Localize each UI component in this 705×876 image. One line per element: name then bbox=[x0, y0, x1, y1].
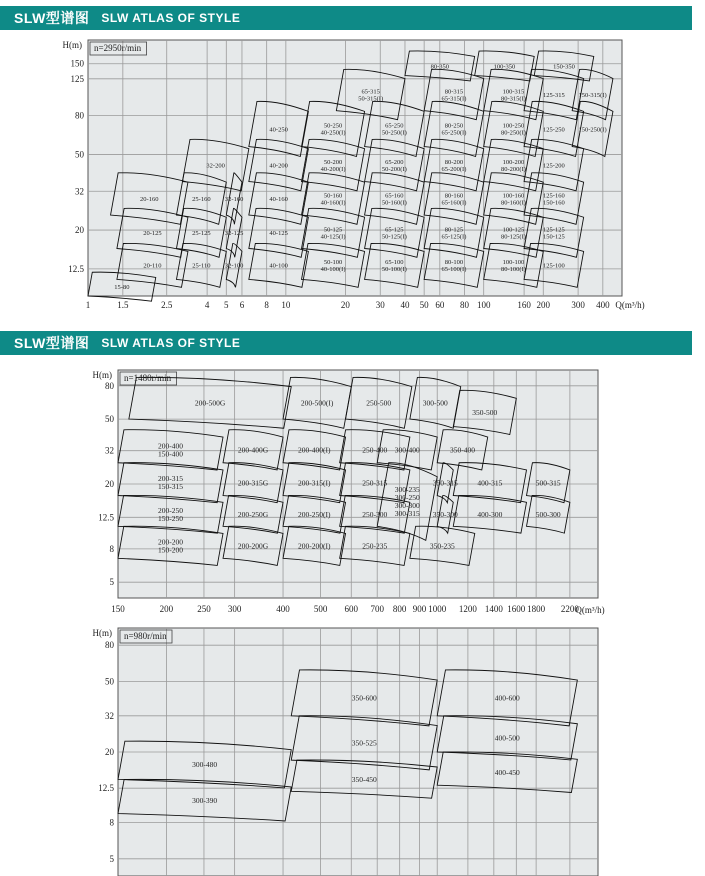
pump-model-label: 250-300 bbox=[362, 509, 388, 519]
pump-model-label: 40-100(I) bbox=[320, 266, 346, 274]
x-tick-label: 4 bbox=[204, 300, 210, 310]
pump-model-label: 400-450 bbox=[494, 767, 520, 777]
pump-model-label: 40-125 bbox=[269, 230, 288, 238]
y-tick-label: 80 bbox=[105, 380, 114, 391]
pump-model-label: 80-315(I) bbox=[501, 95, 526, 103]
pump-model-label: 500-300 bbox=[535, 509, 561, 519]
pump-model-label: 250-235 bbox=[362, 541, 388, 551]
x-tick-label: 60 bbox=[435, 300, 445, 310]
pump-model-label: 65-160(I) bbox=[441, 199, 467, 207]
x-tick-label: 200 bbox=[536, 300, 551, 310]
pump-model-label: 150-315(I) bbox=[578, 91, 607, 99]
pump-model-label: 300-480 bbox=[192, 760, 218, 770]
pump-model-label: 50-125(I) bbox=[381, 233, 407, 241]
pump-model-label: 65-250 bbox=[385, 122, 404, 130]
pump-model-label: 150-400 bbox=[158, 449, 184, 459]
pump-model-label: 100-125 bbox=[502, 226, 525, 234]
pump-model-label: 40-125(I) bbox=[320, 233, 346, 241]
x-tick-label: 300 bbox=[227, 604, 242, 614]
y-tick-label: 12.5 bbox=[68, 263, 84, 274]
pump-model-label: 350-600 bbox=[351, 693, 377, 703]
pump-model-label: 200-315(I) bbox=[298, 478, 331, 488]
pump-model-label: 40-160(I) bbox=[320, 199, 346, 207]
speed-label: n=980r/min bbox=[124, 631, 167, 641]
pump-model-label: 300-235 bbox=[394, 484, 420, 494]
x-tick-label: 30 bbox=[375, 300, 385, 310]
pump-model-label: 300-500 bbox=[422, 398, 448, 408]
banner-title: SLW型谱图 bbox=[14, 335, 90, 351]
x-tick-label: 600 bbox=[344, 604, 359, 614]
y-tick-label: 32 bbox=[105, 445, 114, 456]
pump-model-label: 50-250 bbox=[323, 122, 343, 130]
pump-model-label: 250-315 bbox=[362, 478, 388, 488]
pump-model-label: 65-315(I) bbox=[441, 95, 467, 103]
x-tick-label: 1 bbox=[85, 300, 91, 310]
x-tick-label: 400 bbox=[276, 604, 290, 614]
pump-model-label: 200-250G bbox=[237, 509, 269, 519]
pump-model-label: 65-160 bbox=[385, 192, 404, 200]
x-tick-label: 20 bbox=[340, 300, 350, 310]
pump-model-label: 150-125 bbox=[543, 233, 565, 241]
y-tick-label: 5 bbox=[109, 853, 114, 864]
pump-model-label: 65-315 bbox=[361, 88, 380, 96]
pump-model-label: 100-160 bbox=[502, 192, 525, 200]
pump-model-label: 80-125 bbox=[444, 226, 464, 234]
pump-model-label: 350-525 bbox=[351, 738, 377, 748]
pump-model-label: 65-125 bbox=[385, 226, 404, 234]
pump-model-label: 125-315 bbox=[543, 91, 565, 99]
pump-model-label: 65-200(I) bbox=[441, 165, 467, 173]
pump-model-label: 100-350 bbox=[493, 63, 516, 71]
pump-model-label: 150-160 bbox=[543, 199, 565, 207]
pump-model-label: 100-315 bbox=[502, 88, 525, 96]
x-tick-label: 1800 bbox=[527, 604, 546, 614]
y-axis-label: H(m) bbox=[92, 628, 112, 638]
pump-model-label: 300-315 bbox=[394, 508, 420, 518]
x-tick-label: 150 bbox=[111, 604, 125, 614]
pump-model-label: 400-315 bbox=[477, 478, 503, 488]
pump-model-label: 200-400G bbox=[237, 445, 269, 455]
speed-label: n=2950r/min bbox=[94, 43, 142, 53]
pump-model-label: 50-125 bbox=[323, 226, 343, 234]
x-tick-label: 2200 bbox=[560, 604, 579, 614]
x-tick-label: 80 bbox=[460, 300, 470, 310]
pump-model-label: 250-500 bbox=[366, 398, 392, 408]
pump-model-label: 200-250 bbox=[158, 505, 184, 515]
x-tick-label: 10 bbox=[281, 300, 291, 310]
pump-model-label: 125-100 bbox=[543, 262, 565, 270]
pump-model-label: 20-110 bbox=[143, 262, 162, 270]
pump-model-label: 125-250 bbox=[543, 126, 565, 134]
y-tick-label: 50 bbox=[75, 149, 84, 160]
y-tick-label: 12.5 bbox=[98, 783, 114, 794]
pump-model-label: 200-250(I) bbox=[298, 509, 331, 519]
pump-model-label: 125-160 bbox=[543, 192, 565, 200]
x-tick-label: 300 bbox=[571, 300, 585, 310]
pump-model-label: 80-100(I) bbox=[501, 266, 526, 274]
pump-model-label: 65-125(I) bbox=[441, 233, 467, 241]
y-tick-label: 20 bbox=[75, 225, 84, 236]
pump-model-label: 300-400 bbox=[394, 445, 420, 455]
pump-model-label: 200-500G bbox=[194, 398, 226, 408]
pump-model-label: 32-125 bbox=[224, 230, 244, 238]
banner-subtitle: SLW ATLAS OF STYLE bbox=[101, 11, 241, 25]
pump-model-label: 200-200(I) bbox=[298, 541, 331, 551]
pump-model-label: 25-110 bbox=[192, 262, 211, 270]
pump-model-label: 350-500 bbox=[472, 408, 498, 418]
pump-model-label: 65-250(I) bbox=[441, 129, 467, 137]
pump-model-label: 50-160(I) bbox=[381, 199, 407, 207]
chart-980 bbox=[0, 620, 705, 876]
x-tick-label: 700 bbox=[370, 604, 384, 614]
pump-model-label: 350-400 bbox=[449, 445, 475, 455]
pump-model-label: 40-250 bbox=[269, 126, 288, 134]
pump-model-label: 65-100 bbox=[385, 259, 404, 267]
pump-model-label: 20-125 bbox=[143, 230, 162, 238]
chart-2950 bbox=[0, 32, 705, 314]
x-axis-label: Q(m³/h) bbox=[575, 605, 605, 615]
pump-model-label: 40-200 bbox=[269, 162, 288, 170]
pump-model-label: 50-250(I) bbox=[381, 129, 407, 137]
x-tick-label: 1200 bbox=[458, 604, 477, 614]
pump-model-label: 200-400(I) bbox=[298, 445, 331, 455]
y-tick-label: 50 bbox=[105, 676, 114, 687]
banner-middle bbox=[0, 331, 692, 355]
pump-model-label: 32-160 bbox=[224, 195, 244, 203]
x-axis-label: Q(m³/h) bbox=[615, 300, 645, 310]
y-tick-label: 20 bbox=[105, 479, 114, 489]
pump-model-label: 125-200 bbox=[543, 162, 565, 170]
pump-model-label: 100-100 bbox=[502, 259, 525, 267]
x-tick-label: 50 bbox=[419, 300, 429, 310]
pump-model-label: 250-400 bbox=[362, 445, 388, 455]
pump-model-label: 150-350 bbox=[553, 63, 575, 71]
x-tick-label: 800 bbox=[392, 604, 407, 614]
pump-model-label: 40-160 bbox=[269, 195, 288, 203]
x-tick-label: 5 bbox=[224, 300, 229, 310]
pump-model-label: 125-125 bbox=[543, 226, 565, 234]
x-tick-label: 500 bbox=[313, 604, 328, 614]
x-tick-label: 8 bbox=[264, 300, 269, 310]
pump-model-label: 150-200 bbox=[158, 545, 184, 555]
pump-model-label: 150-250 bbox=[158, 513, 184, 523]
pump-model-label: 400-600 bbox=[494, 693, 520, 703]
pump-model-label: 150-315 bbox=[158, 482, 184, 492]
pump-model-label: 40-200(I) bbox=[320, 165, 346, 173]
pump-model-label: 50-200(I) bbox=[381, 165, 407, 173]
x-tick-label: 160 bbox=[517, 300, 531, 310]
x-tick-label: 400 bbox=[596, 300, 610, 310]
x-tick-label: 40 bbox=[400, 300, 410, 310]
pump-model-label: 50-200 bbox=[323, 158, 343, 166]
pump-model-label: 50-160 bbox=[323, 192, 343, 200]
pump-model-label: 200-500(I) bbox=[300, 398, 334, 408]
x-tick-label: 2.5 bbox=[161, 300, 173, 310]
pump-model-label: 80-250(I) bbox=[501, 129, 526, 137]
pump-model-label: 350-450 bbox=[351, 774, 377, 784]
y-tick-label: 12.5 bbox=[98, 512, 114, 523]
x-tick-label: 1400 bbox=[484, 604, 503, 614]
y-tick-label: 20 bbox=[105, 747, 114, 757]
pump-model-label: 40-100 bbox=[269, 262, 288, 270]
pump-model-label: 80-350 bbox=[430, 63, 450, 71]
x-tick-label: 6 bbox=[239, 300, 245, 310]
speed-label: n=1480r/min bbox=[124, 373, 172, 383]
pump-model-label: 100-250 bbox=[502, 122, 525, 130]
y-axis-label: H(m) bbox=[92, 370, 112, 380]
pump-model-label: 15-80 bbox=[114, 284, 130, 292]
chart-1480 bbox=[0, 362, 705, 620]
pump-model-label: 200-315 bbox=[158, 474, 184, 484]
y-tick-label: 8 bbox=[109, 543, 114, 554]
pump-model-label: 50-100(I) bbox=[381, 266, 407, 274]
pump-model-label: 100-200 bbox=[502, 158, 525, 166]
pump-model-label: 200-315G bbox=[237, 478, 269, 488]
pump-model-label: 400-500 bbox=[494, 733, 520, 743]
pump-model-label: 350-315 bbox=[432, 478, 458, 488]
y-tick-label: 150 bbox=[70, 58, 84, 69]
pump-model-label: 20-160 bbox=[140, 195, 159, 203]
y-tick-label: 125 bbox=[70, 73, 84, 84]
pump-model-label: 25-160 bbox=[192, 195, 211, 203]
pump-model-label: 200-200 bbox=[158, 537, 184, 547]
pump-model-label: 300-390 bbox=[192, 795, 218, 805]
pump-model-label: 80-250 bbox=[444, 122, 464, 130]
pump-model-label: 80-160 bbox=[444, 192, 464, 200]
pump-model-label: 200-400 bbox=[158, 441, 184, 451]
pump-model-label: 50-100 bbox=[323, 259, 343, 267]
pump-model-label: 50-315(I) bbox=[358, 95, 384, 103]
pump-model-label: 300-250 bbox=[394, 492, 420, 502]
pump-model-label: 150-250(I) bbox=[578, 126, 607, 134]
banner-top bbox=[0, 6, 692, 30]
y-axis-label: H(m) bbox=[62, 40, 82, 50]
pump-model-label: 80-125(I) bbox=[501, 233, 526, 241]
pump-model-label: 400-300 bbox=[477, 509, 503, 519]
pump-model-label: 65-100(I) bbox=[441, 266, 467, 274]
pump-model-label: 80-315 bbox=[444, 88, 464, 96]
pump-model-label: 350-300 bbox=[432, 509, 458, 519]
pump-model-label: 32-100 bbox=[224, 262, 244, 270]
pump-model-label: 80-160(I) bbox=[501, 199, 526, 207]
x-tick-label: 250 bbox=[197, 604, 211, 614]
pump-model-label: 200-200G bbox=[237, 541, 269, 551]
x-tick-label: 1000 bbox=[428, 604, 447, 614]
pump-model-label: 32-200 bbox=[206, 162, 225, 170]
pump-model-label: 25-125 bbox=[192, 230, 211, 238]
y-tick-label: 5 bbox=[109, 577, 114, 588]
pump-model-label: 500-315 bbox=[535, 478, 561, 488]
y-tick-label: 8 bbox=[109, 817, 114, 828]
x-tick-label: 1600 bbox=[507, 604, 526, 614]
pump-model-label: 300-300 bbox=[394, 500, 420, 510]
x-tick-label: 100 bbox=[476, 300, 491, 310]
pump-model-label: 40-250(I) bbox=[320, 129, 346, 137]
pump-model-label: 65-200 bbox=[385, 158, 404, 166]
x-tick-label: 200 bbox=[159, 604, 174, 614]
y-tick-label: 80 bbox=[105, 640, 114, 651]
x-tick-label: 900 bbox=[412, 604, 427, 614]
pump-model-label: 80-200(I) bbox=[501, 165, 526, 173]
pump-model-label: 80-100 bbox=[444, 259, 464, 267]
y-tick-label: 50 bbox=[105, 414, 114, 425]
pump-model-label: 350-235 bbox=[429, 541, 455, 551]
banner-title: SLW型谱图 bbox=[14, 10, 90, 26]
banner-subtitle: SLW ATLAS OF STYLE bbox=[101, 336, 241, 350]
y-tick-label: 80 bbox=[75, 110, 84, 121]
pump-model-label: 80-200 bbox=[444, 158, 464, 166]
y-tick-label: 32 bbox=[75, 186, 84, 197]
x-tick-label: 1.5 bbox=[117, 300, 129, 310]
y-tick-label: 32 bbox=[105, 710, 114, 721]
